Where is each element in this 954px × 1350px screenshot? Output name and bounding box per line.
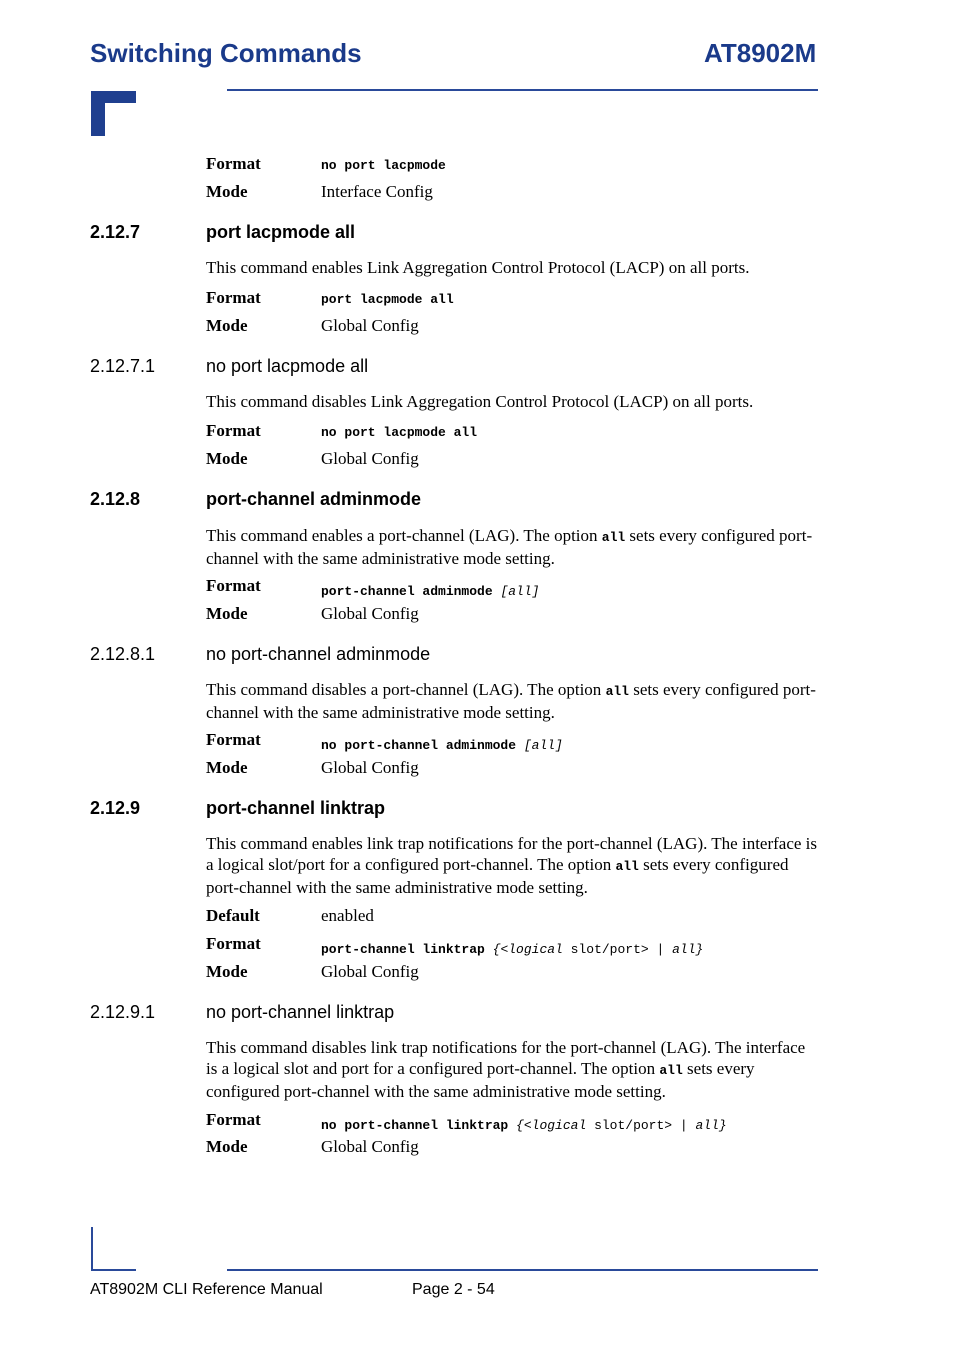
mode-label: Mode (206, 182, 248, 201)
section-title: port-channel linktrap (206, 798, 386, 818)
format-label: Format (206, 576, 261, 595)
mode-value: Global Config (321, 1137, 419, 1156)
section-description: This command disables a port-channel (LAG). The option all sets every configured port-channel with the same administrative mode setting. (206, 680, 816, 722)
mode-value: Global Config (321, 758, 419, 777)
mode-value: Global Config (321, 962, 419, 981)
format-label: Format (206, 934, 261, 953)
section-description: This command enables link trap notifications for the port-channel (LAG). The interface is a logical slot/port for a configured port-channel. The option all sets every configured port-channel with the same administrative mode setting. (206, 834, 818, 897)
format-value: port-channel linktrap {<logical slot/port> | all} (321, 942, 704, 957)
section-description: This command enables a port-channel (LAG). The option all sets every configured port-channel with the same administrative mode setting. (206, 526, 813, 568)
format-label: Format (206, 288, 261, 307)
mode-label: Mode (206, 449, 248, 468)
mode-value: Global Config (321, 449, 419, 468)
footer-rule (227, 1269, 818, 1271)
format-value: no port-channel adminmode [all] (321, 738, 563, 753)
header-section-title: Switching Commands (90, 38, 362, 68)
section-number: 2.12.9 (90, 798, 141, 818)
mode-label: Mode (206, 316, 248, 335)
footer-manual-title: AT8902M CLI Reference Manual (90, 1281, 323, 1298)
format-label: Format (206, 1110, 261, 1129)
section-number: 2.12.8 (90, 489, 141, 509)
section-title: port lacpmode all (206, 222, 356, 242)
subsection-number: 2.12.9.1 (90, 1002, 156, 1022)
mode-value: Global Config (321, 604, 419, 623)
subsection-number: 2.12.7.1 (90, 356, 156, 376)
default-value: enabled (321, 906, 374, 925)
mode-label: Mode (206, 758, 248, 777)
section-number: 2.12.7 (90, 222, 141, 242)
format-value: no port lacpmode (321, 158, 446, 173)
corner-bracket-top-vertical (91, 91, 105, 136)
mode-value: Global Config (321, 316, 419, 335)
default-label: Default (206, 906, 260, 925)
format-value: no port-channel linktrap {<logical slot/port> | all} (321, 1118, 727, 1133)
header-rule (227, 89, 818, 91)
footer-page-number: Page 2 - 54 (412, 1281, 495, 1298)
format-label: Format (206, 421, 261, 440)
format-value: port lacpmode all (321, 292, 454, 307)
mode-label: Mode (206, 604, 248, 623)
header-product-name: AT8902M (704, 38, 817, 68)
corner-bracket-bottom (91, 1227, 93, 1271)
subsection-number: 2.12.8.1 (90, 644, 156, 664)
mode-label: Mode (206, 1137, 248, 1156)
section-description: This command disables Link Aggregation Control Protocol (LACP) on all ports. (206, 392, 754, 411)
format-value: no port lacpmode all (321, 425, 478, 440)
mode-label: Mode (206, 962, 248, 981)
mode-value: Interface Config (321, 182, 433, 201)
format-label: Format (206, 730, 261, 749)
subsection-title: no port-channel adminmode (206, 644, 431, 664)
subsection-title: no port lacpmode all (206, 356, 369, 376)
section-description: This command disables link trap notifications for the port-channel (LAG). The interface is a logical slot and port for a configured port-channel. The option all sets every configured port-channel with the same administrative mode setting. (206, 1038, 806, 1101)
format-value: port-channel adminmode [all] (321, 584, 540, 599)
subsection-title: no port-channel linktrap (206, 1002, 395, 1022)
corner-bracket-bottom-horizontal (91, 1269, 136, 1271)
format-label: Format (206, 154, 261, 173)
section-description: This command enables Link Aggregation Control Protocol (LACP) on all ports. (206, 258, 750, 277)
section-title: port-channel adminmode (206, 489, 422, 509)
